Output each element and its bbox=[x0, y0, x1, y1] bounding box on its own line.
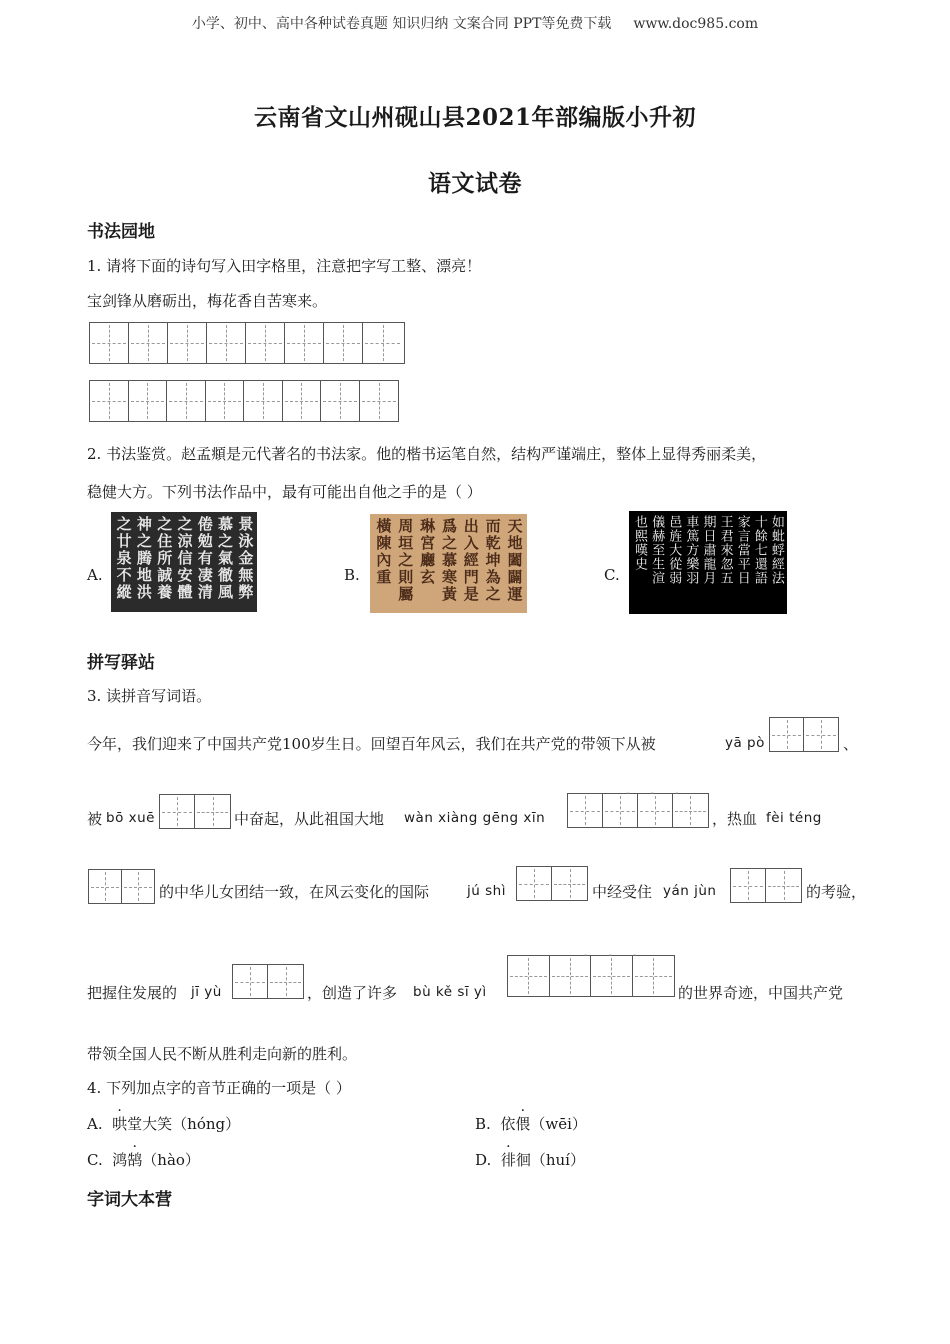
grid-cell[interactable] bbox=[633, 956, 674, 996]
q4-c-label: C. bbox=[87, 1151, 103, 1169]
q3-s3-mid: 的中华儿女团结一致，在风云变化的国际 bbox=[159, 883, 430, 901]
callig-col: 也熙嘆史 bbox=[632, 515, 648, 571]
callig-col: 周垣之則屬 bbox=[396, 518, 415, 603]
tone-marks: - - - bbox=[584, 950, 646, 961]
q4-d-dotted-char: 徘 bbox=[500, 1151, 516, 1169]
grid-cell[interactable] bbox=[508, 956, 550, 996]
option-a-label[interactable]: A. bbox=[87, 566, 103, 584]
callig-col: 慕之氣徹風 bbox=[216, 516, 235, 601]
q1-prompt: 1. 请将下面的诗句写入田字格里，注意把字写工整、漂亮！ bbox=[87, 257, 482, 275]
callig-col: 家言當平日 bbox=[734, 515, 750, 585]
grid-cell[interactable] bbox=[167, 381, 206, 421]
q4-d-post: 徊（huí） bbox=[515, 1151, 585, 1169]
q3-prompt: 3. 读拼音写词语。 bbox=[87, 687, 212, 705]
grid-cell[interactable] bbox=[207, 323, 246, 363]
q3-s3-mid2: 中经受住 bbox=[592, 883, 653, 901]
calligraphy-image-a[interactable] bbox=[111, 512, 257, 612]
grid-cell[interactable] bbox=[568, 794, 603, 827]
callig-col: 之涼信安體 bbox=[175, 516, 194, 601]
q4-option-c[interactable] bbox=[87, 1149, 200, 1170]
pinyin-wan-xiang-geng-xin: wàn xiàng gēng xīn bbox=[404, 810, 546, 826]
q3-s2-mid2: ，热血 bbox=[712, 810, 758, 828]
grid-cell[interactable] bbox=[283, 381, 322, 421]
q3-s3-end: 的考验， bbox=[806, 883, 867, 901]
answer-grid-fei-teng[interactable] bbox=[88, 869, 155, 904]
answer-grid-wan-xiang-geng-xin[interactable] bbox=[567, 788, 709, 828]
callig-col: 儀赫至生渲 bbox=[649, 515, 665, 585]
q4-b-pre: 依 bbox=[500, 1115, 516, 1133]
callig-col: 出入經門是 bbox=[461, 518, 480, 603]
callig-col: 之住所誠養 bbox=[155, 516, 174, 601]
pinyin-bu-ke-si-yi: bù kě sī yì bbox=[413, 984, 487, 1000]
grid-cell[interactable] bbox=[90, 323, 129, 363]
q3-s4-mid: ，创造了许多 bbox=[307, 984, 398, 1002]
answer-grid-bo-xue[interactable] bbox=[159, 794, 231, 829]
q3-comma-1: 、 bbox=[843, 735, 859, 753]
grid-cell[interactable] bbox=[363, 323, 402, 363]
answer-grid-ya-po[interactable] bbox=[769, 717, 839, 752]
tone-marks: - - - bbox=[626, 788, 688, 799]
grid-cell[interactable] bbox=[603, 794, 638, 827]
header-site: www.doc985.com bbox=[633, 16, 759, 32]
callig-col: 而乾坤為之 bbox=[483, 518, 502, 603]
pinyin-ya-po: yā pò bbox=[725, 735, 765, 751]
answer-grid-yan-jun[interactable] bbox=[730, 868, 802, 903]
page-header bbox=[0, 13, 950, 33]
section-heading-calligraphy: 书法园地 bbox=[87, 222, 155, 242]
grid-cell[interactable] bbox=[552, 867, 587, 900]
grid-cell[interactable] bbox=[285, 323, 324, 363]
callig-col: 倦勉有凄清 bbox=[195, 516, 214, 601]
grid-cell[interactable] bbox=[268, 965, 303, 998]
callig-col: 天地闔闢運 bbox=[505, 518, 524, 603]
writing-grid-row-2[interactable] bbox=[89, 380, 399, 422]
grid-cell[interactable] bbox=[244, 381, 283, 421]
callig-col: 王君來忽五 bbox=[717, 515, 733, 585]
grid-cell[interactable] bbox=[766, 869, 801, 902]
grid-cell[interactable] bbox=[90, 381, 129, 421]
q2-line-1: 2. 书法鉴赏。赵孟頫是元代著名的书法家。他的楷书运笔自然，结构严谨端庄，整体上显得秀丽柔美， bbox=[87, 445, 767, 463]
grid-cell[interactable] bbox=[324, 323, 363, 363]
q4-d-label: D. bbox=[475, 1151, 492, 1169]
grid-cell[interactable] bbox=[770, 718, 804, 751]
calligraphy-image-b[interactable] bbox=[370, 514, 527, 613]
grid-cell[interactable] bbox=[638, 794, 673, 827]
q1-poem: 宝剑锋从磨砺出，梅花香自苦寒来。 bbox=[87, 292, 328, 310]
q4-option-a[interactable] bbox=[87, 1113, 240, 1134]
callig-col: 神之腾地洪 bbox=[134, 516, 153, 601]
q4-c-dotted-char: 鹄 bbox=[127, 1151, 143, 1169]
pinyin-fei-teng: fèi téng bbox=[766, 810, 822, 826]
q3-s5: 带领全国人民不断从胜利走向新的胜利。 bbox=[87, 1045, 358, 1063]
calligraphy-image-c[interactable] bbox=[629, 511, 787, 614]
option-b-label[interactable]: B. bbox=[344, 566, 360, 584]
q4-b-label: B. bbox=[475, 1115, 491, 1133]
pinyin-bo-xue: bō xuē bbox=[106, 810, 155, 826]
q4-c-post: （hào） bbox=[142, 1151, 200, 1169]
grid-cell[interactable] bbox=[673, 794, 708, 827]
q4-option-d[interactable] bbox=[475, 1149, 585, 1170]
callig-col: 如蚍蜉經法 bbox=[768, 515, 784, 585]
answer-grid-ju-shi[interactable] bbox=[516, 866, 588, 901]
grid-cell[interactable] bbox=[160, 795, 195, 828]
q4-a-dotted-char: 哄 bbox=[112, 1115, 128, 1133]
grid-cell[interactable] bbox=[321, 381, 360, 421]
q4-c-pre: 鸿 bbox=[112, 1151, 128, 1169]
q4-a-label: A. bbox=[87, 1115, 103, 1133]
option-c-label[interactable]: C. bbox=[604, 566, 620, 584]
grid-cell[interactable] bbox=[206, 381, 245, 421]
callig-col: 橫陳內重 bbox=[374, 518, 393, 586]
title-line-2: 语文试卷 bbox=[428, 170, 522, 197]
q4-b-post: （wēi） bbox=[530, 1115, 587, 1133]
q4-a-post: 堂大笑（hóng） bbox=[127, 1115, 241, 1133]
grid-cell[interactable] bbox=[517, 867, 552, 900]
grid-cell[interactable] bbox=[591, 956, 633, 996]
q3-s4-end: 的世界奇迹，中国共产党 bbox=[678, 984, 844, 1002]
grid-cell[interactable] bbox=[550, 956, 592, 996]
section-heading-pinyin: 拼写驿站 bbox=[87, 653, 155, 673]
callig-col: 車篤方樂羽 bbox=[683, 515, 699, 585]
grid-cell[interactable] bbox=[233, 965, 268, 998]
q3-sentence-1: 今年，我们迎来了中国共产党100岁生日。回望百年风云，我们在共产党的带领下从被 bbox=[87, 735, 656, 753]
pinyin-ju-shi: jú shì bbox=[467, 883, 506, 899]
grid-cell[interactable] bbox=[129, 323, 168, 363]
callig-col: 邑旌大從弱 bbox=[666, 515, 682, 585]
callig-col: 之廿泉不縱 bbox=[114, 516, 133, 601]
q4-prompt: 4. 下列加点字的音节正确的一项是（ ） bbox=[87, 1079, 351, 1097]
callig-col: 景泳金無弊 bbox=[236, 516, 255, 601]
header-left-text: 小学、初中、高中各种试卷真题 知识归纳 文案合同 PPT等免费下载 bbox=[191, 16, 612, 32]
q4-option-b[interactable] bbox=[475, 1113, 587, 1134]
pinyin-ji-yu: jī yù bbox=[191, 984, 222, 1000]
pinyin-yan-jun: yán jùn bbox=[663, 883, 717, 899]
grid-cell[interactable] bbox=[129, 381, 168, 421]
title-line-1: 云南省文山州砚山县2021年部编版小升初 bbox=[253, 104, 696, 131]
q3-s4-start: 把握住发展的 bbox=[87, 984, 178, 1002]
grid-cell[interactable] bbox=[731, 869, 766, 902]
callig-col: 期日肅龍月 bbox=[700, 515, 716, 585]
grid-cell[interactable] bbox=[89, 870, 122, 903]
callig-col: 爲之慕寒黃 bbox=[439, 518, 458, 603]
section-heading-vocabulary: 字词大本营 bbox=[87, 1190, 172, 1210]
grid-cell[interactable] bbox=[804, 718, 838, 751]
grid-cell[interactable] bbox=[168, 323, 207, 363]
q3-s2-start: 被 bbox=[87, 810, 103, 828]
q2-line-2: 稳健大方。下列书法作品中，最有可能出自他之手的是（ ） bbox=[87, 483, 482, 501]
grid-cell[interactable] bbox=[246, 323, 285, 363]
writing-grid-row-1[interactable] bbox=[89, 322, 405, 364]
grid-cell[interactable] bbox=[360, 381, 399, 421]
q3-s2-mid: 中奋起，从此祖国大地 bbox=[234, 810, 385, 828]
answer-grid-ji-yu[interactable] bbox=[232, 964, 304, 999]
q4-b-dotted-char: 偎 bbox=[515, 1115, 531, 1133]
callig-col: 十餘七還語 bbox=[751, 515, 767, 585]
grid-cell[interactable] bbox=[122, 870, 154, 903]
answer-grid-bu-ke-si-yi[interactable] bbox=[507, 950, 675, 997]
callig-col: 琳宮廳玄 bbox=[418, 518, 437, 586]
grid-cell[interactable] bbox=[195, 795, 230, 828]
